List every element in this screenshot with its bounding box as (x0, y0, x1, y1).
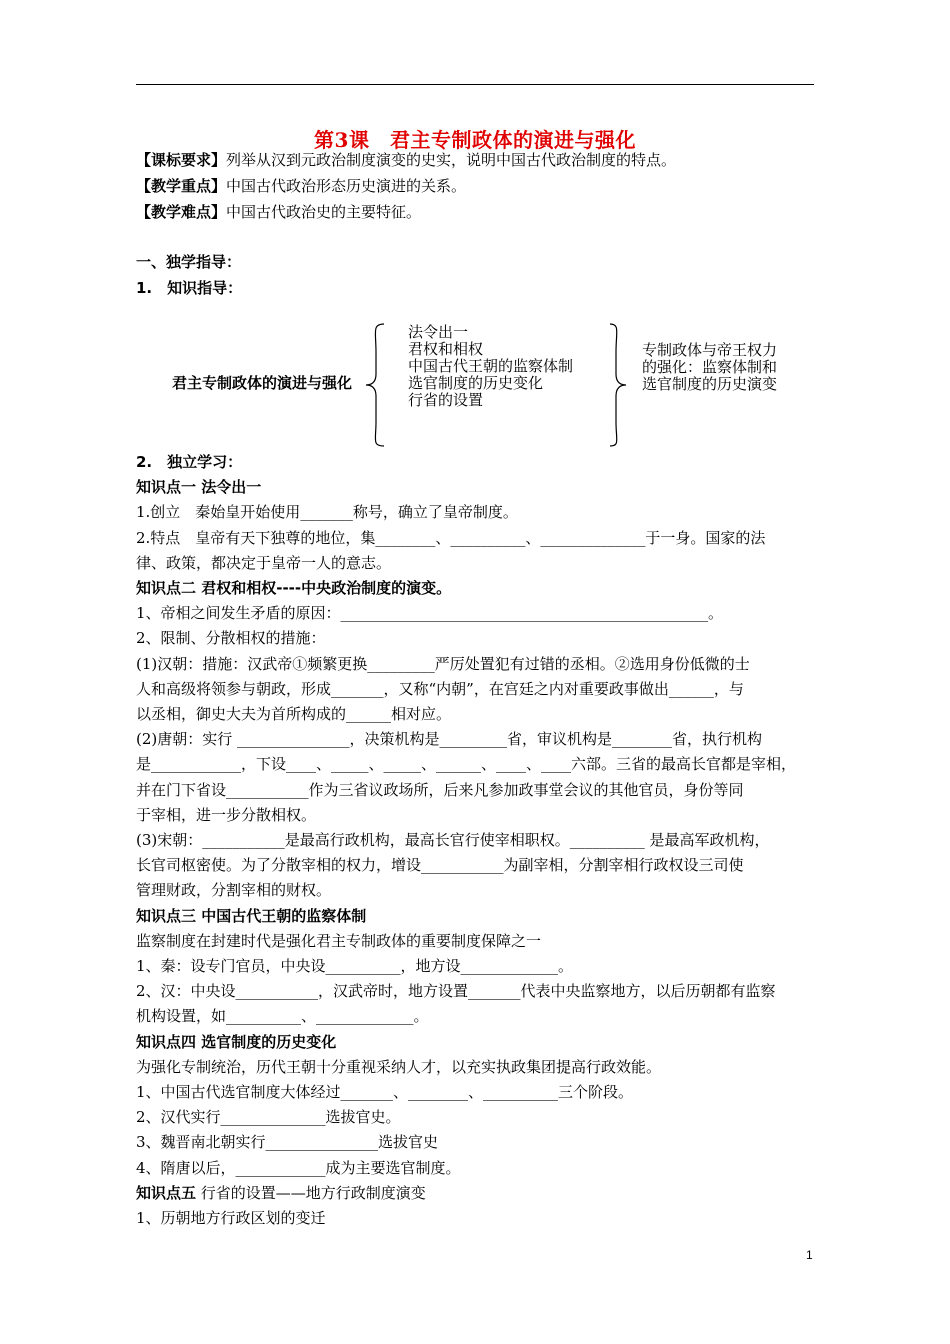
worksheet-line: 1、历朝地方行政区划的变迁 (136, 1209, 326, 1227)
focus-tag: 【教学重点】 (136, 177, 227, 195)
worksheet-line: 2.特点 皇帝有天下独尊的地位，集________、__________、______________于一身。国家的法 (136, 528, 766, 547)
right-brace-icon (604, 322, 634, 448)
worksheet-line: 1、中国古代选官制度大体经过_______、________、__________三个阶段。 (136, 1083, 634, 1101)
header-rule (136, 84, 814, 85)
worksheet-line: 1、秦：设专门官员，中央设__________，地方设_____________。 (136, 957, 574, 975)
requirement-tag: 【课标要求】 (136, 151, 227, 169)
difficulty-text: 中国古代政治史的主要特征。 (226, 203, 422, 221)
worksheet-line: 2、汉：中央设___________，汉武帝时，地方设置_______代表中央监察地方，以后历朝都有监察 (136, 982, 776, 1001)
diagram-item: 君权和相权 (408, 340, 484, 358)
diagram-item: 选官制度的历史变化 (408, 374, 544, 392)
worksheet-line: 管理财政，分割宰相的财权。 (136, 881, 332, 900)
diagram-items (408, 324, 573, 409)
worksheet-line: (1)汉朝：措施：汉武帝①频繁更换_________严厉处置犯有过错的丞相。②选用身份低微的士 (136, 654, 750, 673)
focus-text: 中国古代政治形态历史演进的关系。 (226, 177, 467, 195)
page-number: 1 (806, 1248, 813, 1262)
worksheet-line: 机构设置，如__________、_____________。 (136, 1007, 429, 1026)
heading-text: 行省的设置——地方行政制度演变 (196, 1183, 426, 1202)
knowledge-point-heading: 2. 独立学习： (136, 453, 243, 471)
summary-line: 选官制度的历史演变 (642, 375, 778, 393)
worksheet-line: (3)宋朝：___________是最高行政机构，最高长官行使宰相职权。__________ 是最高军政机构， (136, 831, 770, 849)
diagram-summary (642, 342, 777, 393)
worksheet-line: (2)唐朝：实行 _______________，决策机构是_________省，审议机构是________省，执行机构 (136, 730, 763, 749)
diagram-center-label: 君主专制政体的演进与强化 (172, 374, 353, 392)
worksheet-line: 2、汉代实行______________选拔官史。 (136, 1108, 401, 1127)
worksheet-line: 并在门下省设___________作为三省议政场所，后来凡参加政事堂会议的其他官员，身份等同 (136, 780, 744, 799)
diagram-item: 法令出一 (408, 323, 469, 341)
worksheet-line: 2、限制、分散相权的措施： (136, 629, 326, 648)
heading-label: 知识点五 (136, 1183, 197, 1202)
worksheet-line: 长官司枢密使。为了分散宰相的权力，增设___________为副宰相，分割宰相行政权设三司使 (136, 856, 744, 875)
worksheet-line: 4、隋唐以后，____________成为主要选官制度。 (136, 1158, 461, 1177)
subsection-heading: 1. 知识指导： (136, 279, 243, 297)
knowledge-point-heading (136, 1181, 816, 1206)
requirement-text: 列举从汉到元政治制度演变的史实，说明中国古代政治制度的特点。 (226, 151, 677, 169)
worksheet-line: 以丞相，御史大夫为首所构成的______相对应。 (136, 705, 452, 723)
worksheet-line: 于宰相，进一步分散相权。 (136, 805, 317, 824)
worksheet-line: 是____________，下设____、_____、_____、______、____、____六部。三省的最高长官都是宰相， (136, 755, 797, 774)
summary-line: 的强化：监察体制和 (642, 358, 778, 376)
difficulty-tag: 【教学难点】 (136, 203, 227, 221)
diagram-item: 中国古代王朝的监察体制 (408, 357, 574, 375)
section-heading: 一、独学指导： (136, 253, 242, 271)
worksheet-line: 律、政策，都决定于皇帝一人的意志。 (136, 553, 392, 572)
teaching-focus (136, 174, 816, 199)
worksheet-line: 监察制度在封建时代是强化君主专制政体的重要制度保障之一 (136, 931, 542, 950)
course-requirement (136, 148, 816, 173)
knowledge-point-heading: 知识点三 中国古代王朝的监察体制 (136, 906, 367, 925)
left-brace-icon (362, 322, 402, 448)
knowledge-point-heading: 知识点一 法令出一 (136, 478, 262, 497)
worksheet-line: 1.创立 秦始皇开始使用_______称号，确立了皇帝制度。 (136, 503, 518, 522)
teaching-difficulty (136, 200, 816, 225)
diagram-item: 行省的设置 (408, 391, 484, 409)
worksheet-line: 1、帝相之间发生矛盾的原因：_________________________________________________。 (136, 604, 724, 623)
knowledge-point-heading: 知识点二 君权和相权----中央政治制度的演变。 (136, 579, 452, 597)
worksheet-line: 人和高级将领参与朝政，形成_______，又称“内朝”，在宫廷之内对重要政事做出______，与 (136, 679, 744, 698)
summary-line: 专制政体与帝王权力 (642, 341, 778, 359)
page-title: 第3课 君主专制政体的演进与强化 (314, 128, 636, 152)
knowledge-diagram (136, 322, 816, 448)
worksheet-line: 3、魏晋南北朝实行_______________选拔官史 (136, 1133, 439, 1152)
knowledge-point-heading: 知识点四 选官制度的历史变化 (136, 1032, 337, 1051)
worksheet-line: 为强化专制统治，历代王朝十分重视采纳人才，以充实执政集团提高行政效能。 (136, 1057, 662, 1076)
